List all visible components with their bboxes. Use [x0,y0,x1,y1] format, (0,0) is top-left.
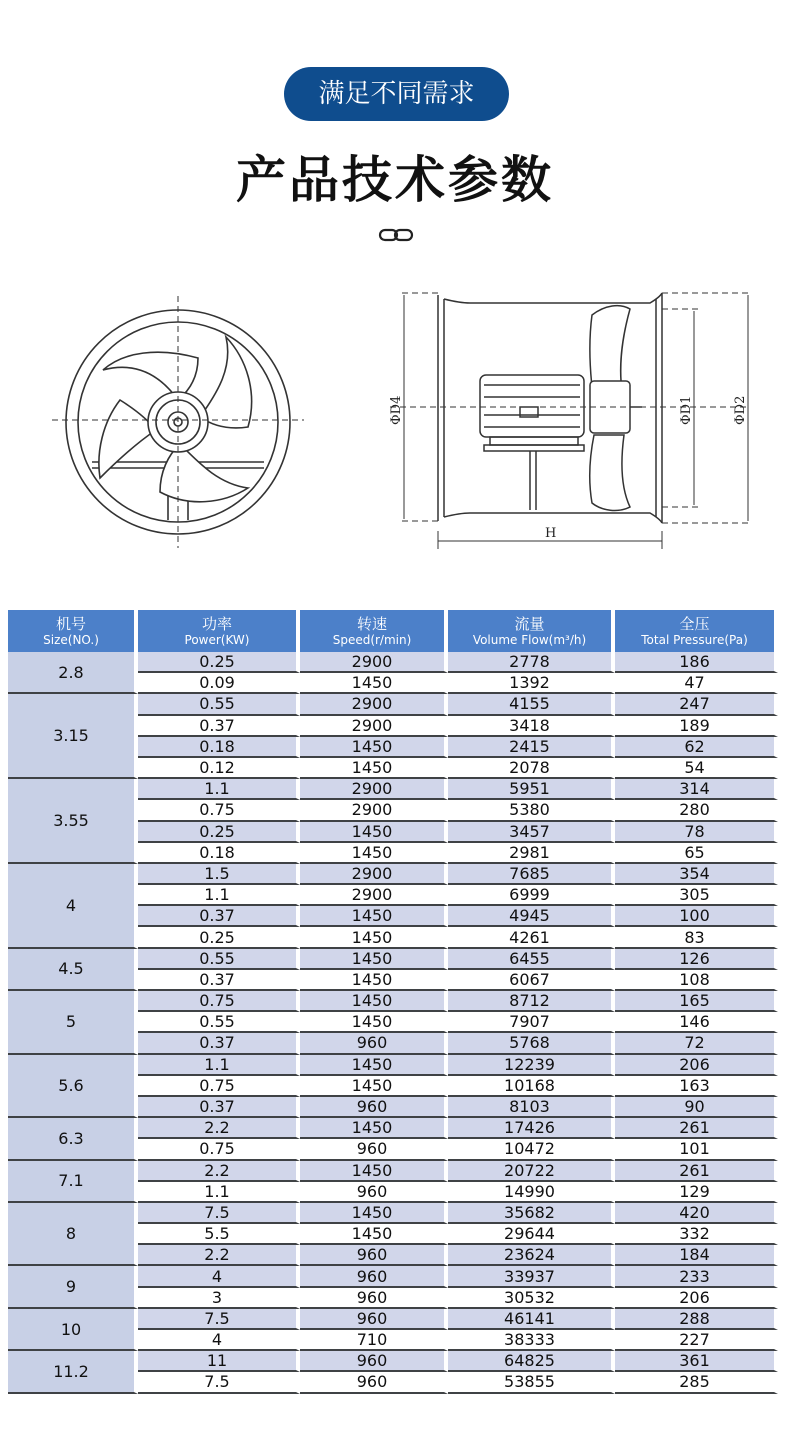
speed-cell: 1450 [300,737,448,758]
pressure-cell: 101 [615,1139,778,1160]
pressure-cell: 314 [615,779,778,800]
fan-side-view-drawing [380,285,760,555]
volume-flow-cell: 35682 [448,1203,615,1224]
table-row [8,864,778,885]
table-row [8,1161,778,1182]
pressure-cell: 90 [615,1097,778,1118]
power-cell: 0.75 [138,1139,300,1160]
size-cell: 5.6 [8,1055,138,1119]
speed-cell: 960 [300,1372,448,1393]
power-cell: 1.1 [138,1182,300,1203]
power-cell: 0.25 [138,927,300,948]
speed-cell: 1450 [300,1055,448,1076]
power-cell: 7.5 [138,1309,300,1330]
speed-cell: 960 [300,1245,448,1266]
volume-flow-cell: 6455 [448,949,615,970]
table-header-row [8,610,778,652]
table-row [8,949,778,970]
table-row [8,1351,778,1372]
speed-cell: 1450 [300,970,448,991]
size-cell: 7.1 [8,1161,138,1203]
feature-badge: 满足不同需求 [284,67,509,121]
power-cell: 0.09 [138,673,300,694]
speed-cell: 960 [300,1097,448,1118]
power-cell: 7.5 [138,1203,300,1224]
power-cell: 1.1 [138,779,300,800]
pressure-cell: 420 [615,1203,778,1224]
power-cell: 0.18 [138,843,300,864]
page-title: 产品技术参数 [236,151,554,209]
speed-cell: 1450 [300,906,448,927]
power-cell: 7.5 [138,1372,300,1393]
power-cell: 0.37 [138,716,300,737]
power-cell: 1.1 [138,1055,300,1076]
pressure-cell: 165 [615,991,778,1012]
volume-flow-cell: 4155 [448,694,615,715]
speed-cell: 2900 [300,652,448,673]
power-cell: 2.2 [138,1161,300,1182]
pressure-cell: 288 [615,1309,778,1330]
speed-cell: 1450 [300,1203,448,1224]
speed-cell: 2900 [300,694,448,715]
volume-flow-cell: 2078 [448,758,615,779]
volume-flow-cell: 7685 [448,864,615,885]
volume-flow-cell: 64825 [448,1351,615,1372]
size-cell: 5 [8,991,138,1055]
speed-cell: 1450 [300,843,448,864]
dimension-d1-label: ΦD1 [679,395,694,425]
speed-cell: 960 [300,1351,448,1372]
speed-cell: 1450 [300,758,448,779]
volume-flow-cell: 12239 [448,1055,615,1076]
size-cell: 3.55 [8,779,138,864]
table-row [8,694,778,715]
speed-cell: 1450 [300,1224,448,1245]
dimension-d4-label: ΦD4 [389,395,404,425]
power-cell: 0.75 [138,1076,300,1097]
pressure-cell: 261 [615,1118,778,1139]
volume-flow-cell: 2415 [448,737,615,758]
power-cell: 1.5 [138,864,300,885]
header-total-pressure: 全压 Total Pressure(Pa) [615,610,778,652]
volume-flow-cell: 10472 [448,1139,615,1160]
volume-flow-cell: 5768 [448,1033,615,1054]
size-cell: 6.3 [8,1118,138,1160]
volume-flow-cell: 8103 [448,1097,615,1118]
power-cell: 0.12 [138,758,300,779]
volume-flow-cell: 53855 [448,1372,615,1393]
pressure-cell: 189 [615,716,778,737]
pressure-cell: 184 [615,1245,778,1266]
speed-cell: 1450 [300,1161,448,1182]
pressure-cell: 280 [615,800,778,821]
power-cell: 4 [138,1330,300,1351]
volume-flow-cell: 4945 [448,906,615,927]
link-icon [378,226,414,244]
pressure-cell: 65 [615,843,778,864]
speed-cell: 2900 [300,885,448,906]
volume-flow-cell: 5380 [448,800,615,821]
pressure-cell: 233 [615,1266,778,1287]
pressure-cell: 126 [615,949,778,970]
header-power: 功率 Power(KW) [138,610,300,652]
power-cell: 0.75 [138,991,300,1012]
speed-cell: 960 [300,1288,448,1309]
speed-cell: 1450 [300,949,448,970]
size-cell: 8 [8,1203,138,1267]
size-cell: 4.5 [8,949,138,991]
power-cell: 0.37 [138,906,300,927]
header-volume-flow: 流量 Volume Flow(m³/h) [448,610,615,652]
table-row [8,779,778,800]
speed-cell: 1450 [300,1076,448,1097]
speed-cell: 960 [300,1182,448,1203]
table-row [8,1055,778,1076]
volume-flow-cell: 33937 [448,1266,615,1287]
header-speed: 转速 Speed(r/min) [300,610,448,652]
table-row [8,1266,778,1287]
power-cell: 0.37 [138,1033,300,1054]
speed-cell: 1450 [300,927,448,948]
volume-flow-cell: 2778 [448,652,615,673]
pressure-cell: 332 [615,1224,778,1245]
speed-cell: 2900 [300,779,448,800]
pressure-cell: 227 [615,1330,778,1351]
volume-flow-cell: 4261 [448,927,615,948]
dimension-d2-label: ΦD2 [733,395,748,425]
size-cell: 2.8 [8,652,138,694]
fan-front-view-drawing [48,292,308,552]
volume-flow-cell: 7907 [448,1012,615,1033]
size-cell: 10 [8,1309,138,1351]
speed-cell: 960 [300,1266,448,1287]
table-row [8,1118,778,1139]
power-cell: 2.2 [138,1245,300,1266]
size-cell: 3.15 [8,694,138,779]
pressure-cell: 163 [615,1076,778,1097]
power-cell: 0.37 [138,970,300,991]
speed-cell: 2900 [300,800,448,821]
volume-flow-cell: 6999 [448,885,615,906]
volume-flow-cell: 30532 [448,1288,615,1309]
pressure-cell: 47 [615,673,778,694]
power-cell: 0.55 [138,694,300,715]
volume-flow-cell: 5951 [448,779,615,800]
table-row [8,652,778,673]
pressure-cell: 72 [615,1033,778,1054]
volume-flow-cell: 3457 [448,822,615,843]
speed-cell: 2900 [300,716,448,737]
volume-flow-cell: 14990 [448,1182,615,1203]
volume-flow-cell: 6067 [448,970,615,991]
pressure-cell: 206 [615,1288,778,1309]
pressure-cell: 261 [615,1161,778,1182]
pressure-cell: 83 [615,927,778,948]
pressure-cell: 129 [615,1182,778,1203]
volume-flow-cell: 3418 [448,716,615,737]
power-cell: 0.55 [138,1012,300,1033]
pressure-cell: 247 [615,694,778,715]
power-cell: 0.25 [138,822,300,843]
power-cell: 1.1 [138,885,300,906]
power-cell: 3 [138,1288,300,1309]
spec-table [8,610,778,1394]
table-row [8,1203,778,1224]
volume-flow-cell: 1392 [448,673,615,694]
volume-flow-cell: 46141 [448,1309,615,1330]
header-size: 机号 Size(NO.) [8,610,138,652]
volume-flow-cell: 23624 [448,1245,615,1266]
volume-flow-cell: 10168 [448,1076,615,1097]
power-cell: 0.37 [138,1097,300,1118]
size-cell: 9 [8,1266,138,1308]
table-row [8,1309,778,1330]
power-cell: 0.75 [138,800,300,821]
volume-flow-cell: 2981 [448,843,615,864]
volume-flow-cell: 17426 [448,1118,615,1139]
power-cell: 0.55 [138,949,300,970]
speed-cell: 1450 [300,673,448,694]
size-cell: 4 [8,864,138,949]
power-cell: 0.18 [138,737,300,758]
speed-cell: 710 [300,1330,448,1351]
speed-cell: 960 [300,1139,448,1160]
speed-cell: 960 [300,1309,448,1330]
speed-cell: 2900 [300,864,448,885]
pressure-cell: 361 [615,1351,778,1372]
pressure-cell: 285 [615,1372,778,1393]
volume-flow-cell: 8712 [448,991,615,1012]
volume-flow-cell: 38333 [448,1330,615,1351]
pressure-cell: 146 [615,1012,778,1033]
speed-cell: 960 [300,1033,448,1054]
pressure-cell: 354 [615,864,778,885]
power-cell: 0.25 [138,652,300,673]
pressure-cell: 206 [615,1055,778,1076]
pressure-cell: 62 [615,737,778,758]
pressure-cell: 186 [615,652,778,673]
pressure-cell: 100 [615,906,778,927]
dimension-h-label: H [545,526,557,541]
pressure-cell: 54 [615,758,778,779]
pressure-cell: 108 [615,970,778,991]
power-cell: 4 [138,1266,300,1287]
power-cell: 2.2 [138,1118,300,1139]
pressure-cell: 305 [615,885,778,906]
volume-flow-cell: 29644 [448,1224,615,1245]
size-cell: 11.2 [8,1351,138,1393]
speed-cell: 1450 [300,822,448,843]
speed-cell: 1450 [300,991,448,1012]
table-row [8,991,778,1012]
pressure-cell: 78 [615,822,778,843]
speed-cell: 1450 [300,1012,448,1033]
power-cell: 5.5 [138,1224,300,1245]
power-cell: 11 [138,1351,300,1372]
speed-cell: 1450 [300,1118,448,1139]
volume-flow-cell: 20722 [448,1161,615,1182]
